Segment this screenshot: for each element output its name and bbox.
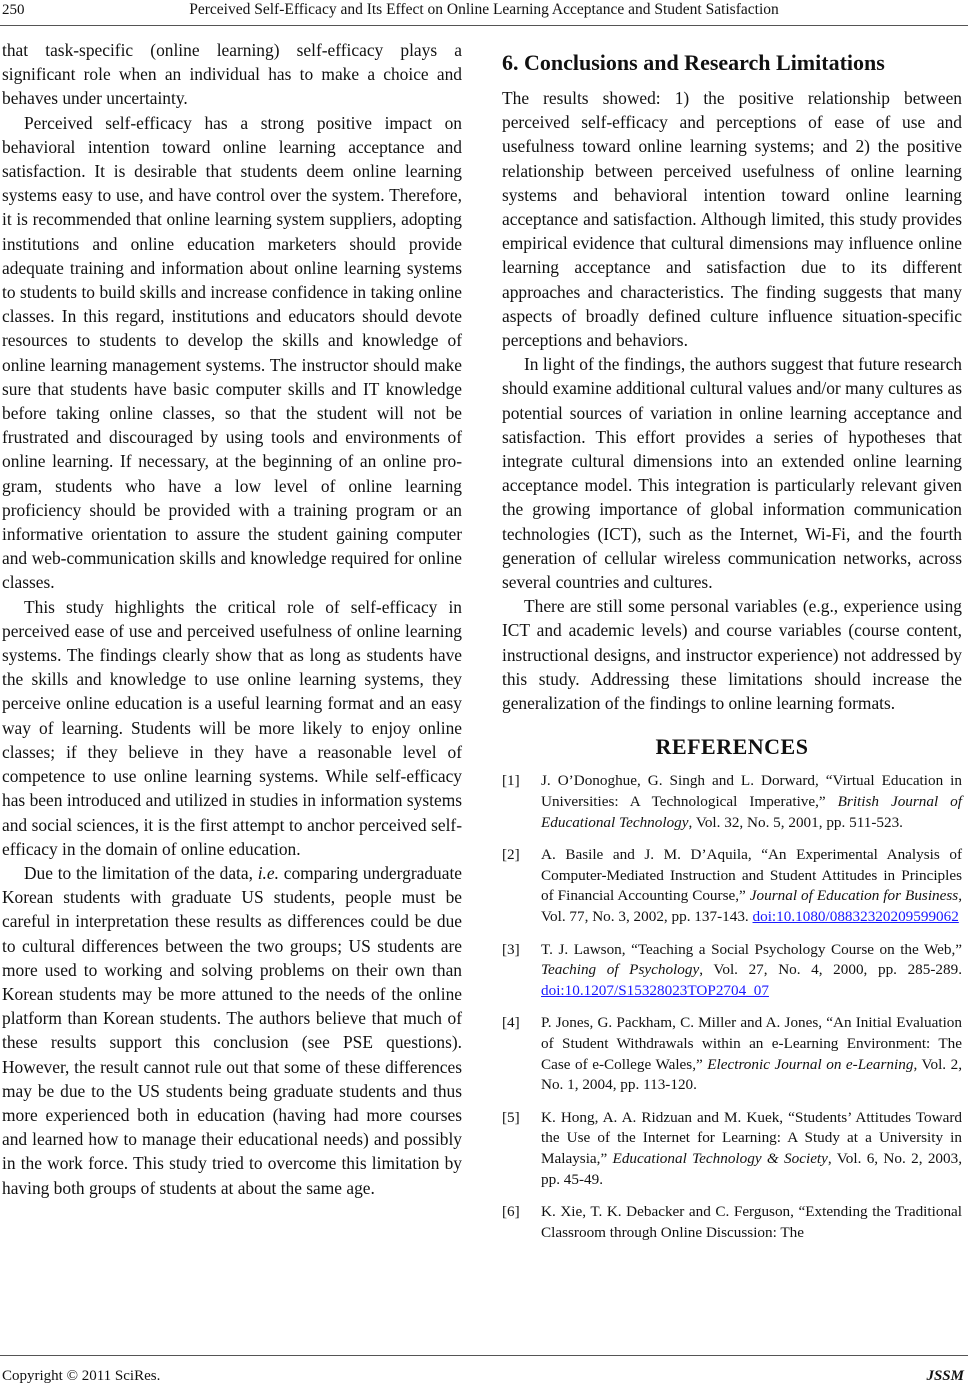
reference-text: , Vol. 2, No. 1, 2004, pp. 113-120. <box>541 1055 962 1094</box>
reference-item <box>502 845 962 927</box>
reference-journal: British Journal of Educational Technology <box>541 793 962 831</box>
reference-text: , Vol. 77, No. 3, 2002, pp. 137-143. <box>541 887 962 926</box>
doi-link[interactable]: doi:10.1207/S15328023TOP2704_07 <box>541 981 769 999</box>
reference-text: , Vol. 6, No. 2, 2003, pp. 45-49. <box>541 1149 962 1188</box>
doi-link[interactable]: doi:10.1080/08832320209599062 <box>752 908 959 926</box>
reference-list <box>502 771 962 1243</box>
reference-text: K. Hong, A. A. Ridzuan and M. Kuek, “Students’ Attitudes Toward the Use of the Internet for Learning: A Study at a University in Malaysia,” <box>541 1108 962 1167</box>
italic-text: i.e. <box>257 862 279 883</box>
reference-number: [6] <box>502 1203 520 1221</box>
reference-number: [2] <box>502 846 520 864</box>
page-number: 250 <box>2 2 25 18</box>
reference-number: [5] <box>502 1108 520 1126</box>
reference-number: [4] <box>502 1014 520 1032</box>
reference-item <box>502 1202 962 1243</box>
left-column <box>2 38 462 1200</box>
right-column <box>502 36 962 1255</box>
reference-item <box>502 940 962 1002</box>
paragraph <box>2 861 462 1200</box>
paragraph: that task-specific (online learning) self-efficacy plays a significant role when an individual has to make a choice and behaves under uncertainty. <box>2 40 462 109</box>
reference-item <box>502 771 962 833</box>
paragraph: There are still some personal variables (e.g., experience using ICT and academic levels) and course variables (course content, instructional designs, and instructor experience) not addressed by this study. Addressing these limitations should increase the generalization of the findings to online learning formats. <box>502 596 962 714</box>
reference-journal: Teaching of Psychology <box>541 961 700 979</box>
reference-item <box>502 1108 962 1190</box>
paragraph: Perceived self-efficacy has a strong positive impact on behavioral intention toward online learning acceptance and satisfaction. It is desirable that students deem online learning systems easy to use, and have control over the system. Therefore, it is recommended that online learning system suppliers, adopting institutions and online education marketers should provide adequate training and information about online learning systems to students to build skills and increase confidence in taking online classes. In this regard, institutions and educators should devote resources to students to develop the skills and knowledge of online learning management systems. The instructor should make sure that students have basic computer skills and IT knowledge before taking online classes, so that the student will not be frustrated and discouraged by using tools and environments of online learning. If necessary, at the beginning of an online program, students who have a low level of online learning proficiency should be provided with a training program or an informative orientation to assure the student gaining computer and web-communication skills and knowledge required for online classes. <box>2 112 462 593</box>
reference-item <box>502 1013 962 1095</box>
paragraph: This study highlights the critical role of self-efficacy in perceived ease of use and perceived usefulness of online learning systems. The findings clearly show that as long as students have the skills and knowledge to use online learning systems, they perceive online education is a useful learning format and an easy way of learning. Students will be more likely to enjoy online classes; if they believe in they have a reasonable level of competence to use online learning systems. While self-efficacy has been introduced and utilized in studies in information systems and social sciences, it is the first attempt to anchor perceived self-efficacy in the domain of online education. <box>2 596 462 859</box>
reference-text: , Vol. 32, No. 5, 2001, pp. 511-523. <box>688 813 903 831</box>
reference-text: P. Jones, G. Packham, C. Miller and A. Jones, “An Initial Evaluation of Student Withdrawals within an e-Learning Environment: The Case of e-College Wales,” <box>541 1014 962 1073</box>
paragraph: The results showed: 1) the positive relationship between perceived self-efficacy and perceptions of ease of use and usefulness toward online learning systems; and 2) the positive relationship between perceived usefulness of online learning systems and behavioral intention toward online learning acceptance and satisfaction. Although limited, this study provides empirical evidence that cultural dimensions may influence online learning acceptance and satisfaction due to its different approaches and characteristics. The finding suggests that many aspects of broadly defined culture influence situation-specific perceptions and behaviors. <box>502 88 962 351</box>
reference-text: A. Basile and J. M. D’Aquila, “An Experimental Analysis of Computer-Mediated Instruction and Student Attitudes in Principles of Financial Accounting Course,” <box>541 846 962 905</box>
reference-text: J. O’Donoghue, G. Singh and L. Dorward, “Virtual Education in Universities: A Technological Imperative,” <box>541 772 962 811</box>
copyright-text: Copyright © 2011 SciRes. <box>2 1368 161 1384</box>
text-span: comparing undergraduate Korean students with graduate US students, people must be careful in interpretation these results as differences could be due to cultural differences between the two groups; US students are more used to working and solving problems on their own than Korean students may be more attuned to the needs of the online platform than Korean students. The authors believe that much of these results support this conclusion (see PSE questions). However, the result cannot rule out that some of these differences may be due to the US students being graduate students and thus more experienced both in education (having had more courses and learned how to manage their educational needs) and possibly in the work force. This study tried to overcome this limitation by having both groups of students at about the same age. <box>2 862 462 1198</box>
reference-journal: Electronic Journal on e-Learning <box>707 1055 914 1073</box>
running-title: Perceived Self-Efficacy and Its Effect on Online Learning Acceptance and Student Satisfaction <box>189 1 779 18</box>
footer-rule <box>0 1355 968 1356</box>
section-heading: 6. Conclusions and Research Limitations <box>502 50 885 75</box>
reference-journal: Journal of Education for Business <box>749 887 959 905</box>
text-span: Due to the limitation of the data, <box>24 862 258 883</box>
reference-text: , Vol. 27, No. 4, 2000, pp. 285-289. <box>699 961 963 979</box>
reference-journal: Educational Technology & Society <box>612 1149 828 1167</box>
page-header <box>0 0 968 26</box>
header-rule <box>0 25 968 26</box>
references-heading: REFERENCES <box>655 734 809 760</box>
reference-text: T. J. Lawson, “Teaching a Social Psychology Course on the Web,” <box>541 940 962 958</box>
reference-text: K. Xie, T. K. Debacker and C. Ferguson, “Extending the Traditional Classroom through Online Discussion: The <box>541 1203 962 1241</box>
journal-name: JSSM <box>926 1368 964 1384</box>
paragraph: In light of the findings, the authors suggest that future research should examine additional cultural values and/or many cultures as potential sources of variation in online learning acceptance and satisfaction. This effort provides a series of hypotheses that integrate cultural dimensions into an extended online learning acceptance model. This integration is particularly relevant given the growing importance of global information communication technologies (ICT), such as the Internet, Wi-Fi, and the fourth generation of cellular wireless communication networks, across several countries and cultures. <box>502 354 962 593</box>
reference-number: [3] <box>502 940 520 958</box>
reference-number: [1] <box>502 772 520 790</box>
